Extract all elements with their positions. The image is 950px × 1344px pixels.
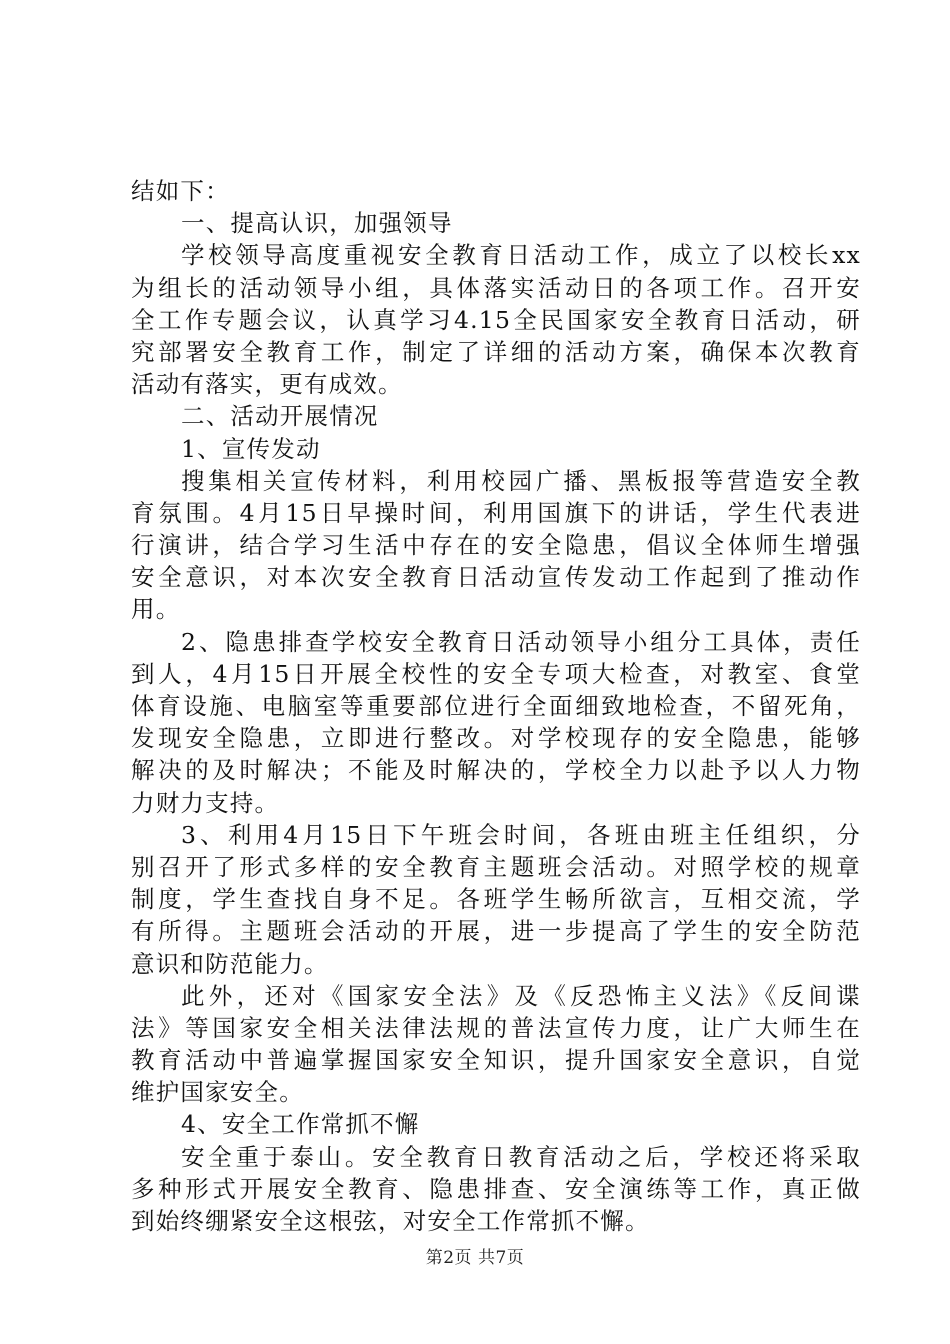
text-line: 发现安全隐患，立即进行整改。对学校现存的安全隐患，能够	[131, 724, 861, 753]
page-footer: 第2页 共7页	[425, 1248, 525, 1268]
document-body	[131, 175, 861, 1237]
text-line: 育氛围。4月15日早操时间，利用国旗下的讲话，学生代表进	[131, 498, 861, 527]
text-line: 究部署安全教育工作，制定了详细的活动方案，确保本次教育	[131, 337, 861, 366]
text-line: 全工作专题会议，认真学习4.15全民国家安全教育日活动，研	[131, 305, 861, 334]
text-line: 制度，学生查找自身不足。各班学生畅所欲言，互相交流，学	[131, 885, 861, 914]
text-line: 到人，4月15日开展全校性的安全专项大检查，对教室、食堂	[131, 659, 861, 688]
text-line: 维护国家安全。	[131, 1078, 304, 1107]
text-line: 2、隐患排查学校安全教育日活动领导小组分工具体，责任	[181, 627, 861, 656]
text-line: 到始终绷紧安全这根弦，对安全工作常抓不懈。	[131, 1207, 650, 1235]
text-line: 1、宣传发动	[181, 434, 321, 463]
text-line: 此外，还对《国家安全法》及《反恐怖主义法》《反间谍	[181, 981, 861, 1010]
text-line: 教育活动中普遍掌握国家安全知识，提升国家安全意识，自觉	[131, 1046, 861, 1075]
text-line: 别召开了形式多样的安全教育主题班会活动。对照学校的规章	[131, 852, 861, 881]
text-line: 一、提高认识，加强领导	[181, 209, 453, 238]
text-line: 法》等国家安全相关法律法规的普法宣传力度，让广大师生在	[131, 1013, 861, 1042]
text-line: 用。	[131, 595, 181, 624]
text-line: 行演讲，结合学习生活中存在的安全隐患，倡议全体师生增强	[131, 531, 861, 560]
text-line: 解决的及时解决；不能及时解决的，学校全力以赴予以人力物	[131, 756, 861, 785]
text-line: 活动有落实，更有成效。	[131, 370, 403, 399]
text-line: 力财力支持。	[131, 788, 280, 817]
text-line: 4、安全工作常抓不懈	[181, 1110, 420, 1139]
text-line: 为组长的活动领导小组，具体落实活动日的各项工作。召开安	[131, 273, 861, 302]
text-line: 体育设施、电脑室等重要部位进行全面细致地检查，不留死角，	[131, 692, 861, 720]
text-line: 安全重于泰山。安全教育日教育活动之后，学校还将采取	[181, 1142, 861, 1171]
text-line: 结如下：	[131, 177, 230, 205]
text-line: 二、活动开展情况	[181, 402, 379, 431]
text-line: 有所得。主题班会活动的开展，进一步提高了学生的安全防范	[131, 917, 861, 946]
text-line: 安全意识，对本次安全教育日活动宣传发动工作起到了推动作	[131, 563, 861, 592]
text-line: 学校领导高度重视安全教育日活动工作，成立了以校长xx	[181, 241, 861, 270]
text-line: 3、利用4月15日下午班会时间，各班由班主任组织，分	[181, 820, 861, 849]
text-line: 多种形式开展安全教育、隐患排查、安全演练等工作，真正做	[131, 1174, 861, 1203]
text-line: 搜集相关宣传材料，利用校园广播、黑板报等营造安全教	[181, 466, 861, 495]
text-line: 意识和防范能力。	[131, 949, 329, 978]
